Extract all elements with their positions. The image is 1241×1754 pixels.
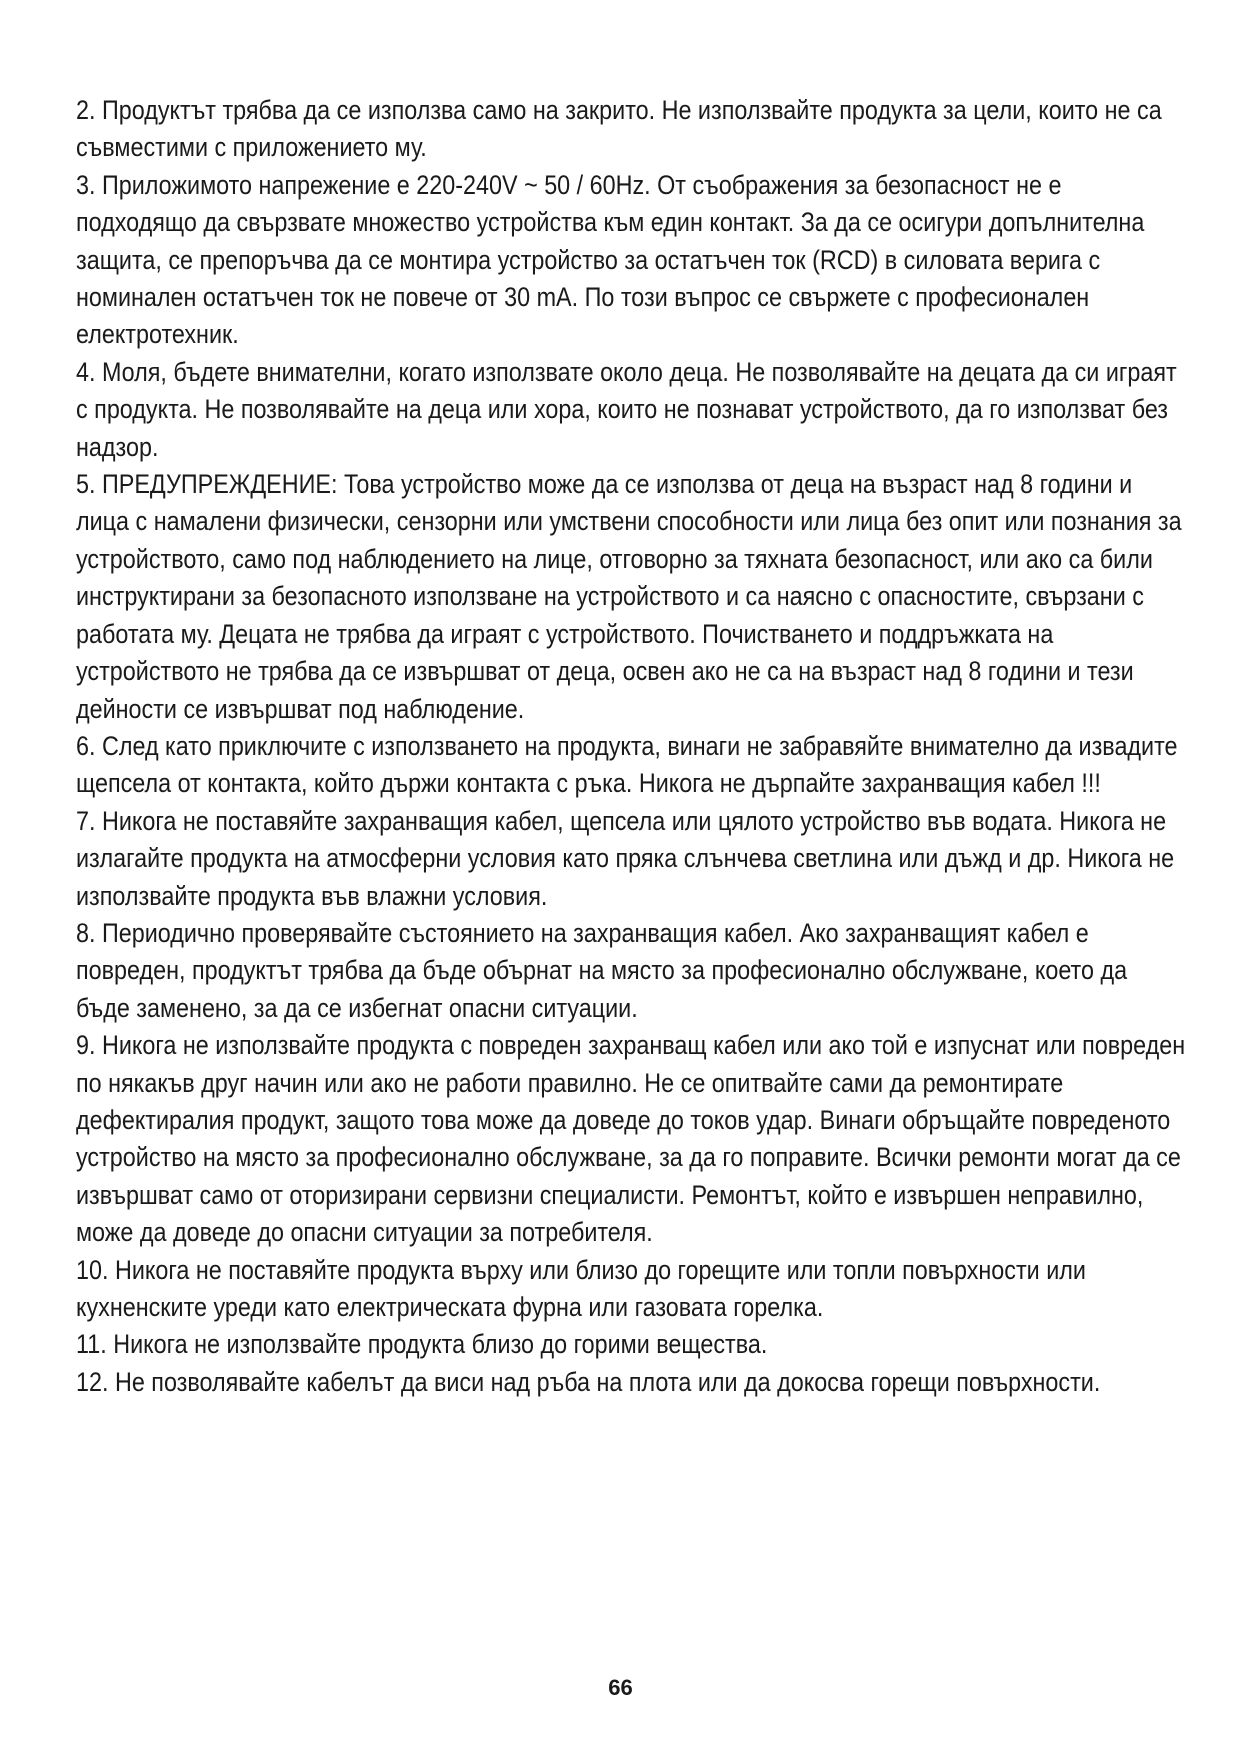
- instruction-item-7: 7. Никога не поставяйте захранващия кабел, щепсела или цялото устройство във водата. Никога не излагайте продукта на атмосферни условия като пряка слънчева светлина или дъжд и др. Никога не използвайте продукта във влажни условия.: [76, 805, 1175, 911]
- instruction-item-11: 11. Никога не използвайте продукта близо до горими вещества.: [76, 1329, 768, 1360]
- instruction-item-10: 10. Никога не поставяйте продукта върху или близо до горещите или топли повърхности или кухненските уреди като електрическата фурна или газовата горелка.: [76, 1254, 1086, 1322]
- instruction-item-5: 5. ПРЕДУПРЕЖДЕНИЕ: Това устройство може да се използва от деца на възраст над 8 години и лица с намалени физически, сензорни или умствени способности или лица без опит или познания за устройството, само под наблюдението на лице, отговорно за тяхната безопасност, или ако са били инструктирани за безопасното използване на устройството и са наясно с опасностите, свързани с работата му. Децата не трябва да играят с устройството. Почистването и поддръжката на устройството не трябва да се извършват от деца, освен ако не са на възраст над 8 години и тези дейности се извършват под наблюдение.: [76, 469, 1182, 724]
- instruction-item-4: 4. Моля, бъдете внимателни, когато използвате около деца. Не позволявайте на децата да си играят с продукта. Не позволявайте на деца или хора, които не познават устройството, да го използват без надзор.: [76, 356, 1177, 462]
- instruction-item-9: 9. Никога не използвайте продукта с повреден захранващ кабел или ако той е изпуснат или повреден по някакъв друг начин или ако не работи правилно. Не се опитвайте сами да ремонтирате дефектиралия продукт, защото това може да доведе до токов удар. Винаги обръщайте повреденото устройство на място за професионално обслужване, за да го поправите. Всички ремонти могат да се извършват само от оторизирани сервизни специалисти. Ремонтът, който е извършен неправилно, може да доведе до опасни ситуации за потребителя.: [76, 1030, 1186, 1248]
- safety-instructions: [76, 92, 1186, 1401]
- instruction-item-6: 6. След като приключите с използването на продукта, винаги не забравяйте внимателно да извадите щепсела от контакта, който държи контакта с ръка. Никога не дърпайте захранващия кабел !!!: [76, 730, 1178, 799]
- instruction-item-2: 2. Продуктът трябва да се използва само на закрито. Не използвайте продукта за цели, които не са съвместими с приложението му.: [76, 95, 1162, 163]
- instruction-item-12: 12. Не позволявайте кабелът да виси над ръба на плота или да докосва горещи повърхности.: [76, 1366, 1101, 1397]
- instruction-item-3: 3. Приложимото напрежение е 220-240V ~ 50 / 60Hz. От съображения за безопасност не е подходящо да свързвате множество устройства към един контакт. За да се осигури допълнителна защита, се препоръчва да се монтира устройство за остатъчен ток (RCD) в силовата верига с номинален остатъчен ток не повече от 30 mA. По този въпрос се свържете с професионален електротехник.: [76, 169, 1145, 350]
- instruction-item-8: 8. Периодично проверявайте състоянието на захранващия кабел. Ако захранващият кабел е повреден, продуктът трябва да бъде обърнат на място за професионално обслужване, което да бъде заменено, за да се избегнат опасни ситуации.: [76, 917, 1128, 1023]
- page-number: 66: [608, 1675, 633, 1700]
